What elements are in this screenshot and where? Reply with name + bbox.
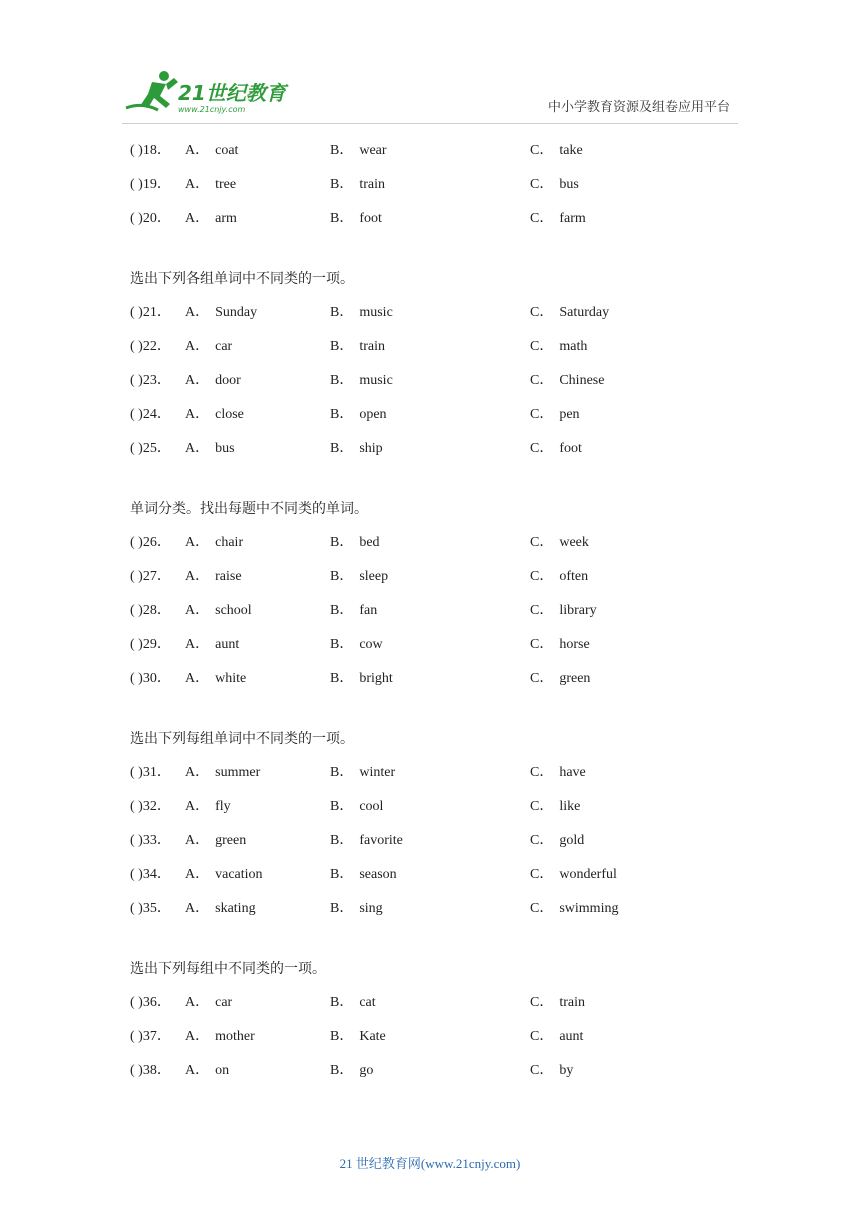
option-letter: C． [530,832,554,848]
question-row [130,526,770,560]
question-row [130,1020,770,1054]
option-word: cat [359,995,376,1011]
option-c [530,202,586,236]
option-c [530,824,584,858]
option-letter: B． [330,210,354,226]
option-a [185,168,236,202]
option-letter: A． [185,372,210,388]
option-word: by [559,1062,574,1078]
question-number: ( )23． [130,372,171,388]
option-letter: B． [330,765,354,781]
option-a [185,202,237,236]
option-word: close [215,406,244,422]
option-letter: A． [185,1029,210,1045]
option-a [185,364,241,398]
option-b [330,134,387,168]
question-row [130,756,770,790]
option-word: car [215,995,233,1011]
question-number: ( )19． [130,176,171,192]
section-instruction: 选出下列每组单词中不同类的一项。 [130,731,354,748]
option-b [330,432,383,466]
question-section [130,134,770,235]
option-c [530,858,617,892]
option-word: school [215,602,252,618]
option-c [530,986,585,1020]
option-letter: C． [530,372,554,388]
option-b [330,330,385,364]
question-section [130,722,770,925]
question-number: ( )20． [130,210,171,226]
question-row [130,364,770,398]
option-word: take [559,143,583,158]
question-number: ( )27． [130,569,171,585]
option-letter: A． [185,569,210,585]
option-letter: A． [185,866,210,882]
platform-name: 中小学教育资源及组卷应用平台 [547,100,730,115]
option-letter: A． [185,339,210,355]
question-number: ( )22． [130,339,171,355]
option-a [185,594,252,628]
option-word: foot [559,440,582,456]
option-word: tree [215,176,237,192]
option-c [530,330,587,364]
option-letter: A． [185,636,210,652]
option-c [530,594,597,628]
option-word: bus [215,440,235,456]
option-c [530,662,590,696]
header-divider [122,123,738,124]
option-letter: A． [185,535,210,551]
option-a [185,432,235,466]
option-word: horse [559,636,590,652]
option-word: fly [215,799,231,815]
option-word: winter [359,765,396,781]
question-number: ( )24． [130,406,171,422]
option-b [330,296,393,330]
question-number: ( )34． [130,866,171,882]
option-word: on [215,1062,230,1078]
logo-sub-text: www.21cnjy.com [178,105,246,114]
option-letter: A． [185,406,210,422]
option-letter: C． [530,535,554,551]
question-row [130,824,770,858]
option-word: green [559,670,591,686]
question-row [130,330,770,364]
option-c [530,1020,583,1054]
option-word: wonderful [559,866,617,882]
option-letter: C． [530,406,554,422]
option-b [330,594,377,628]
option-letter: B． [330,995,354,1011]
option-b [330,398,387,432]
option-letter: A． [185,799,210,815]
option-word: bus [559,176,579,192]
option-word: open [359,406,387,422]
option-word: season [359,866,397,882]
option-letter: B． [330,406,354,422]
option-letter: A． [185,765,210,781]
option-letter: C． [530,210,554,226]
option-word: train [359,339,385,355]
option-word: bed [359,535,380,551]
option-word: cow [359,636,383,652]
option-a [185,134,238,168]
option-word: bright [359,670,393,686]
option-word: vacation [215,866,263,882]
option-word: coat [215,143,239,158]
option-letter: C． [530,765,554,781]
option-a [185,560,242,594]
option-word: Saturday [559,305,610,321]
question-section [130,262,770,465]
question-row [130,892,770,926]
section-instruction: 选出下列各组单词中不同类的一项。 [130,271,354,288]
question-number: ( )35． [130,900,171,916]
question-row [130,398,770,432]
option-c [530,432,582,466]
option-letter: C． [530,900,554,916]
option-letter: B． [330,799,354,815]
option-word: raise [215,569,242,585]
option-word: train [359,176,385,192]
option-letter: C． [530,799,554,815]
option-letter: B． [330,900,354,916]
option-a [185,526,243,560]
option-c [530,168,579,202]
option-c [530,526,589,560]
question-number: ( )28． [130,602,171,618]
option-letter: B． [330,1062,354,1078]
option-letter: A． [185,900,210,916]
question-row [130,662,770,696]
option-word: cool [359,799,384,815]
question-number: ( )21． [130,305,171,321]
option-word: skating [215,900,256,916]
question-row [130,560,770,594]
option-a [185,986,232,1020]
option-word: music [359,372,393,388]
site-logo [122,68,292,116]
option-word: go [359,1062,374,1078]
option-word: math [559,339,588,355]
option-b [330,1020,386,1054]
page-footer: 21 世纪教育网(www.21cnjy.com) [339,1156,521,1171]
option-letter: A． [185,143,210,158]
question-number: ( )18． [130,143,171,158]
option-letter: C． [530,305,554,321]
option-b [330,168,385,202]
option-b [330,526,380,560]
option-letter: C． [530,866,554,882]
question-number: ( )37． [130,1029,171,1045]
option-word: door [215,372,241,388]
option-word: white [215,670,247,686]
option-a [185,756,260,790]
question-row [130,594,770,628]
option-c [530,296,609,330]
question-row [130,168,770,202]
question-number: ( )29． [130,636,171,652]
option-word: aunt [559,1029,584,1045]
option-a [185,398,244,432]
option-letter: A． [185,440,210,456]
option-letter: B． [330,602,354,618]
option-letter: C． [530,602,554,618]
question-number: ( )25． [130,440,171,456]
option-letter: B． [330,569,354,585]
option-word: pen [559,406,580,422]
option-letter: C． [530,569,554,585]
option-letter: C． [530,176,554,192]
option-letter: A． [185,305,210,321]
option-b [330,1054,373,1088]
question-number: ( )32． [130,799,171,815]
option-a [185,790,231,824]
option-letter: C． [530,670,554,686]
option-word: sing [359,900,383,916]
option-b [330,824,403,858]
option-a [185,330,232,364]
option-letter: B． [330,866,354,882]
option-word: chair [215,535,244,551]
option-c [530,756,586,790]
option-letter: B． [330,535,354,551]
question-row [130,986,770,1020]
option-word: library [559,602,597,618]
option-word: green [215,832,247,848]
logo-main-text: 21世纪教育 [178,81,286,105]
option-c [530,628,590,662]
question-row [130,296,770,330]
question-number: ( )30． [130,670,171,686]
option-word: favorite [359,832,403,848]
option-letter: B． [330,440,354,456]
option-letter: B． [330,176,354,192]
question-section [130,952,770,1087]
question-row [130,858,770,892]
option-letter: C． [530,339,554,355]
option-b [330,662,393,696]
option-word: like [559,799,581,815]
option-letter: B． [330,305,354,321]
option-word: summer [215,765,261,781]
question-row [130,790,770,824]
option-c [530,560,588,594]
option-letter: B． [330,372,354,388]
page-header [0,0,860,128]
option-a [185,892,256,926]
option-c [530,398,580,432]
option-c [530,1054,573,1088]
option-letter: A． [185,832,210,848]
option-letter: A． [185,602,210,618]
option-letter: B． [330,832,354,848]
option-word: mother [215,1029,255,1045]
option-word: fan [359,602,378,618]
option-b [330,202,382,236]
option-word: train [559,995,585,1011]
option-a [185,1020,255,1054]
option-a [185,662,246,696]
option-word: have [559,765,586,781]
question-row [130,202,770,236]
option-letter: C． [530,636,554,652]
option-letter: C． [530,995,554,1011]
option-word: foot [359,210,382,226]
option-a [185,628,239,662]
option-letter: A． [185,995,210,1011]
question-row [130,432,770,466]
question-number: ( )33． [130,832,171,848]
option-letter: B． [330,143,354,158]
option-letter: C． [530,1029,554,1045]
option-word: wear [359,143,387,158]
section-instruction: 选出下列每组中不同类的一项。 [130,961,326,978]
option-letter: A． [185,1062,210,1078]
question-number: ( )36． [130,995,171,1011]
question-row [130,628,770,662]
option-c [530,364,604,398]
option-b [330,364,393,398]
option-letter: B． [330,636,354,652]
option-word: often [559,569,589,585]
option-word: Chinese [559,372,605,388]
option-letter: C． [530,1062,554,1078]
question-row [130,134,770,168]
option-word: sleep [359,569,389,585]
option-word: car [215,339,233,355]
option-word: week [559,535,589,551]
option-a [185,1054,229,1088]
option-c [530,892,618,926]
section-instruction: 单词分类。找出每题中不同类的单词。 [130,501,368,518]
option-letter: A． [185,670,210,686]
option-b [330,560,388,594]
option-word: aunt [215,636,240,652]
option-a [185,824,246,858]
question-list [130,134,770,1088]
option-word: ship [359,440,383,456]
option-word: arm [215,210,237,226]
option-b [330,790,383,824]
option-letter: B． [330,339,354,355]
option-a [185,296,257,330]
option-letter: B． [330,670,354,686]
option-word: Kate [359,1029,386,1045]
question-section [130,492,770,695]
option-word: Sunday [215,305,258,321]
option-letter: C． [530,143,554,158]
option-b [330,986,376,1020]
option-b [330,628,383,662]
question-number: ( )31． [130,765,171,781]
option-letter: A． [185,210,210,226]
option-word: gold [559,832,585,848]
option-word: swimming [559,900,619,916]
option-b [330,892,383,926]
question-row [130,1054,770,1088]
option-letter: B． [330,1029,354,1045]
option-word: farm [559,210,586,226]
option-b [330,858,397,892]
question-number: ( )26． [130,535,171,551]
question-number: ( )38． [130,1062,171,1078]
option-c [530,790,580,824]
option-c [530,134,583,168]
option-letter: C． [530,440,554,456]
option-a [185,858,263,892]
option-b [330,756,395,790]
option-letter: A． [185,176,210,192]
option-word: music [359,305,393,321]
